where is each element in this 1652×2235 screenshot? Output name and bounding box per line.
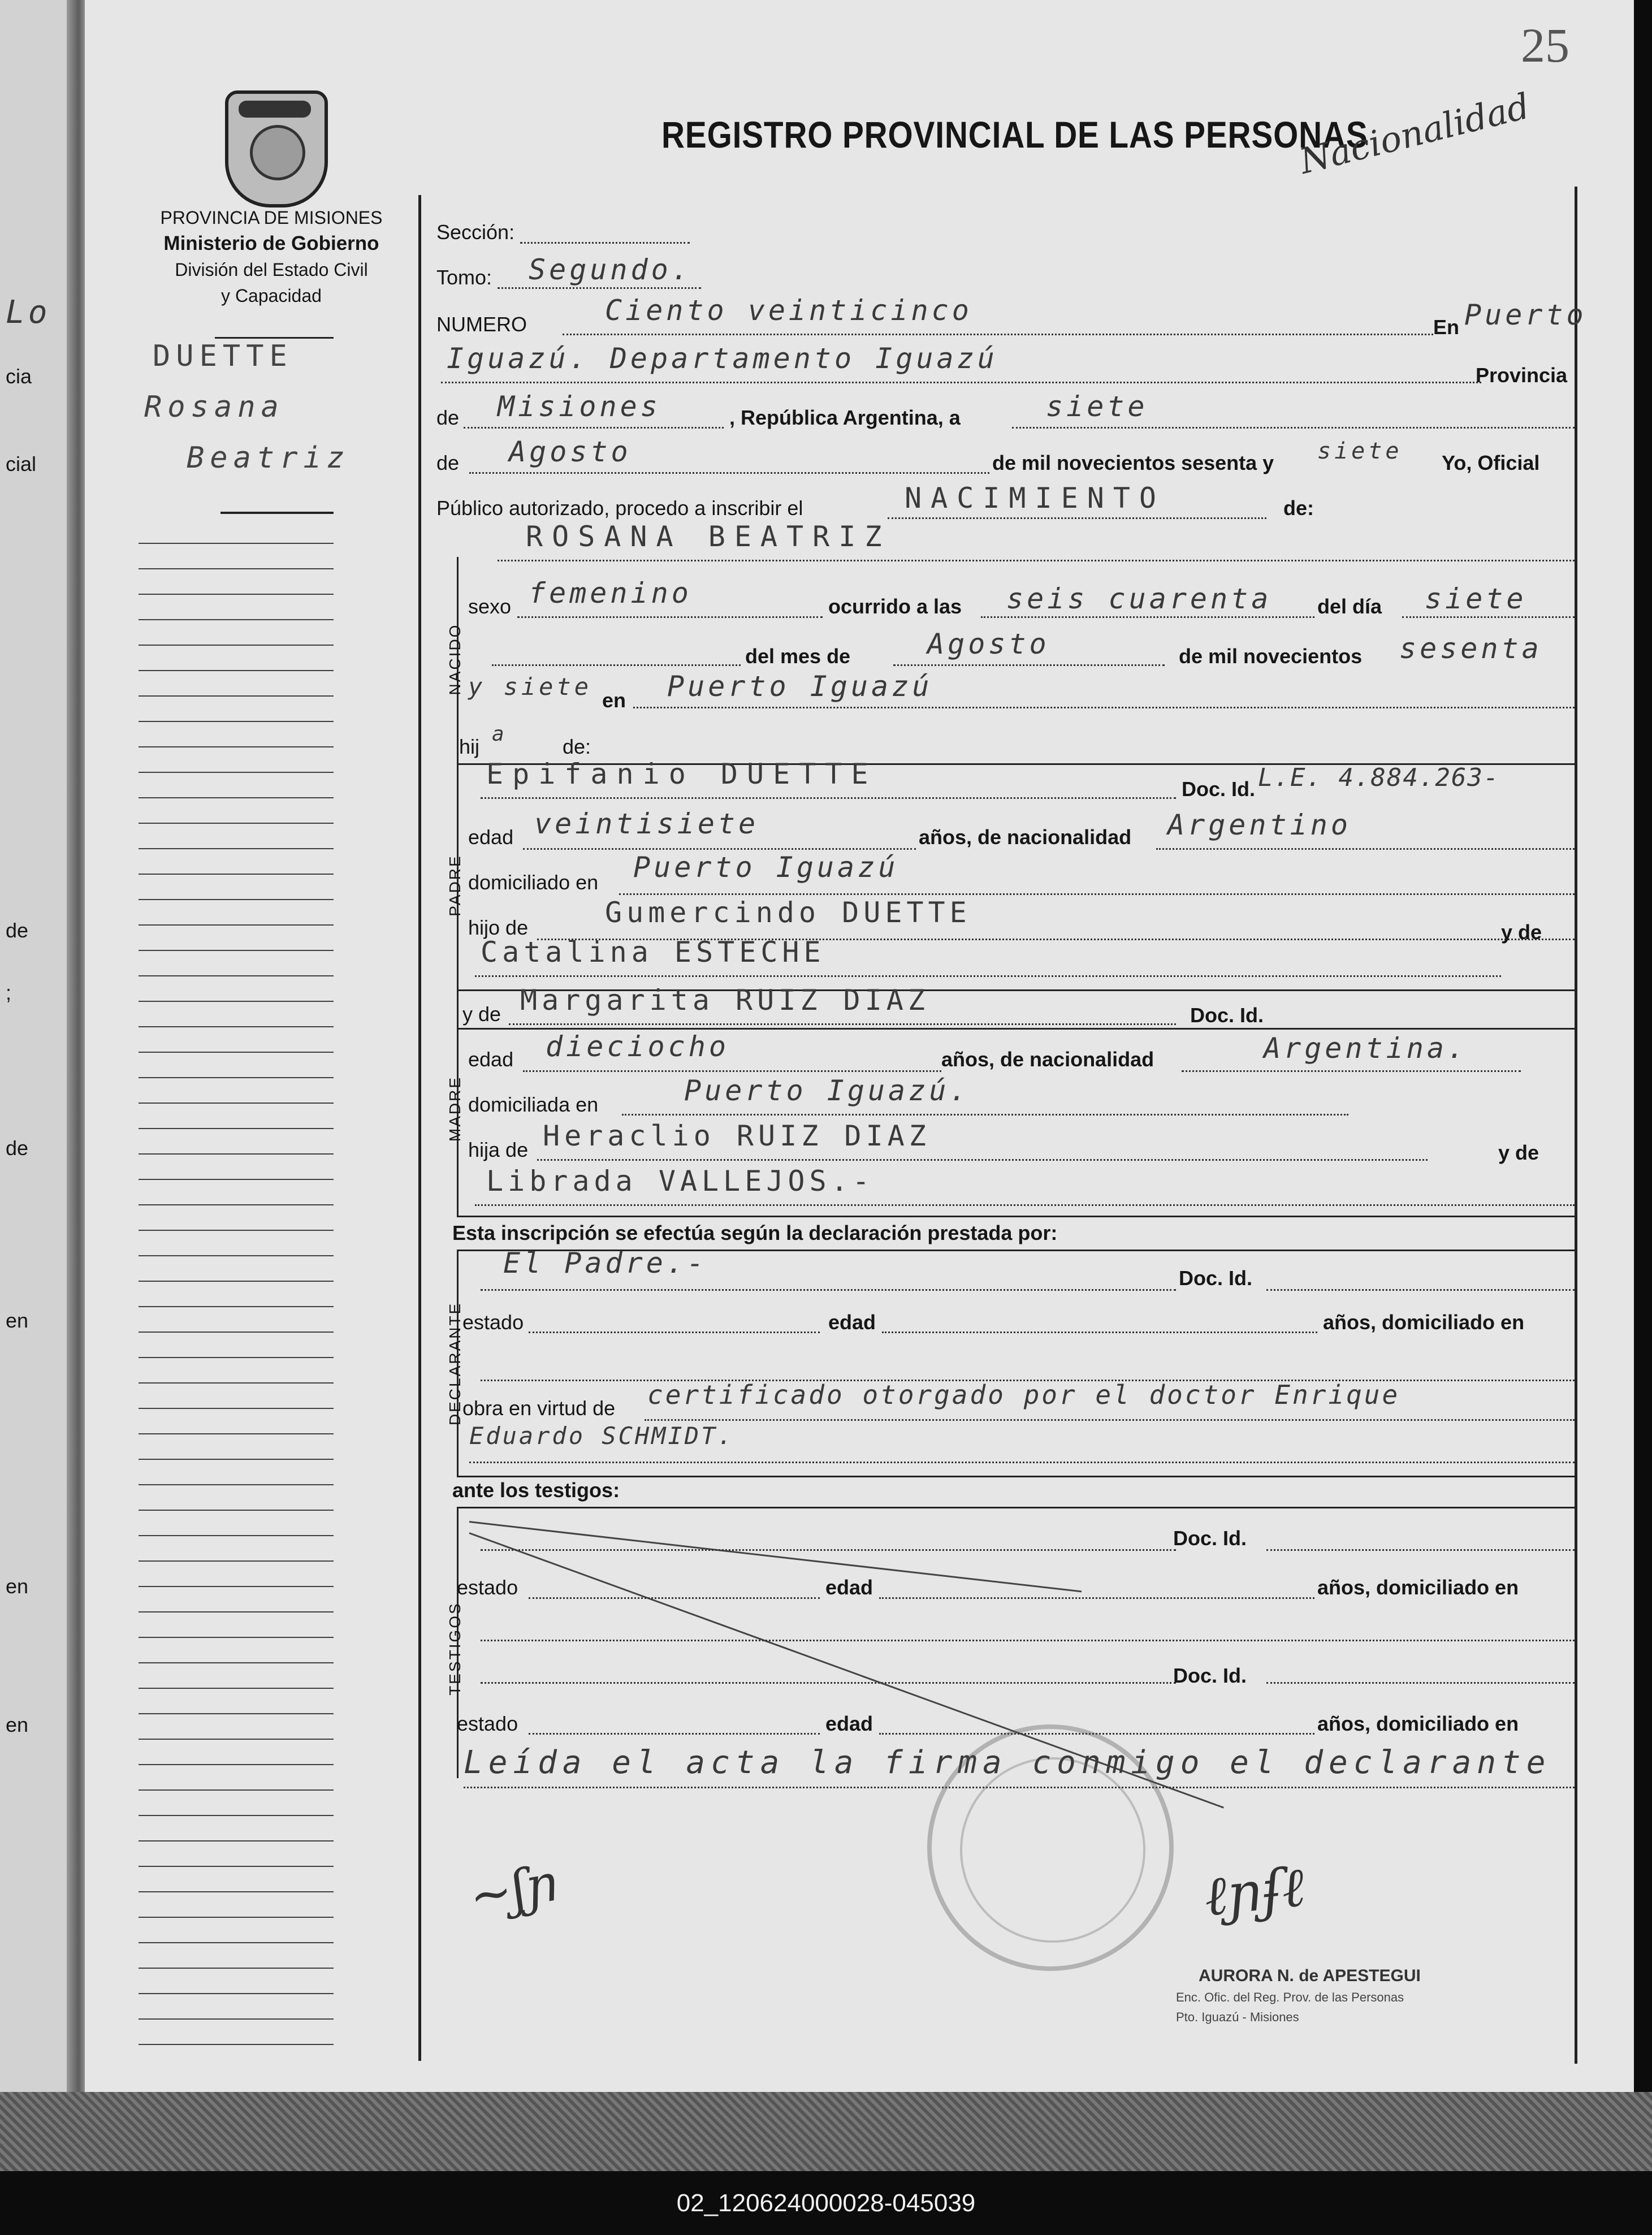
- margin-ruled-line: [139, 772, 334, 773]
- padre-docid-value: L.E. 4.884.263-: [1258, 763, 1500, 792]
- padre-dom-label: domiciliado en: [468, 871, 599, 894]
- official-title: Enc. Ofic. del Reg. Prov. de las Personas: [1176, 1990, 1404, 2004]
- crest-band: [239, 101, 311, 118]
- nacido-mil-label: de mil novecientos: [1179, 645, 1363, 668]
- tomo-value: Segundo.: [529, 253, 692, 286]
- declarante-docid-label: Doc. Id.: [1179, 1266, 1253, 1290]
- padre-yde-label: y de: [1501, 920, 1542, 944]
- madre-yde-label: y de: [462, 1002, 501, 1026]
- testigo2-anios-label: años, domiciliado en: [1317, 1712, 1519, 1735]
- anio-value: siete: [1317, 438, 1403, 464]
- lugar-nac-value: Puerto Iguazú: [667, 670, 933, 703]
- left-fragment: de: [6, 919, 29, 942]
- page-number: 25: [1521, 18, 1569, 72]
- padre-nac-line: [1156, 848, 1575, 850]
- margin-ruled-line: [139, 848, 334, 849]
- margin-rule: [220, 512, 334, 514]
- madre-yde2-label: y de: [1498, 1141, 1539, 1164]
- testigo1-docid-line: [1266, 1549, 1575, 1551]
- margin-ruled-line: [139, 1204, 334, 1205]
- obra-value: certificado otorgado por el doctor Enrique: [647, 1380, 1400, 1410]
- margin-ruled-line: [139, 695, 334, 697]
- margin-ruled-line: [139, 1128, 334, 1129]
- acto-value: NACIMIENTO: [905, 482, 1166, 515]
- sexo-line: [517, 616, 823, 618]
- mil-label: de mil novecientos sesenta y: [992, 451, 1274, 474]
- madre-hija-de-label: hija de: [468, 1138, 529, 1161]
- tomo-label: Tomo:: [436, 266, 492, 289]
- padre-nac-value: Argentino: [1167, 809, 1351, 841]
- madre-section-label: MADRE: [446, 1075, 464, 1142]
- margin-ruled-line: [139, 670, 334, 671]
- margin-ruled-line: [139, 899, 334, 900]
- padre-dom-line: [619, 893, 1575, 895]
- margin-ruled-line: [139, 1866, 334, 1867]
- declarante-nombre-value: El Padre.-: [503, 1247, 708, 1279]
- margin-ruled-line: [139, 1917, 334, 1918]
- margin-ruled-line: [139, 874, 334, 875]
- declarante-section-label: DECLARANTE: [446, 1302, 464, 1425]
- hijo-de-label: de:: [563, 735, 591, 758]
- testigos-topline: [457, 1507, 1575, 1508]
- margin-ruled-line: [139, 1942, 334, 1943]
- margin-ruled-line: [139, 950, 334, 951]
- margin-ruled-line: [139, 1535, 334, 1536]
- obra-value-2: Eduardo SCHMIDT.: [469, 1422, 734, 1450]
- margin-ruled-line: [139, 1357, 334, 1358]
- margin-ruled-line: [139, 1332, 334, 1333]
- provincial-crest: [225, 90, 328, 207]
- madre-dom-label: domiciliada en: [468, 1093, 599, 1116]
- deldia-label: del día: [1317, 595, 1382, 618]
- testigo1-estado-label: estado: [457, 1576, 518, 1599]
- dia2-line: [1402, 616, 1575, 618]
- madre-docid-label: Doc. Id.: [1190, 1004, 1264, 1027]
- en-label: En: [1433, 315, 1460, 339]
- de-label: de: [436, 406, 460, 429]
- mes-value: Agosto: [509, 435, 632, 468]
- madre-dom-line: [622, 1114, 1348, 1116]
- margin-ruled-line: [139, 594, 334, 595]
- margin-ruled-line: [139, 1179, 334, 1180]
- hora-line: [981, 616, 1314, 618]
- margin-ruled-line: [139, 1968, 334, 1969]
- declarante-estado-label: estado: [462, 1311, 524, 1334]
- margin-ruled-line: [139, 1713, 334, 1714]
- madre-dom-value: Puerto Iguazú.: [684, 1074, 970, 1107]
- obra-label: obra en virtud de: [462, 1397, 616, 1420]
- margin-ruled-line: [139, 619, 334, 620]
- margin-ruled-line: [139, 1764, 334, 1765]
- madre-divider: [457, 1216, 1575, 1217]
- margin-ruled-line: [139, 1001, 334, 1002]
- sexo-value: femenino: [529, 577, 692, 609]
- padre-anios-label: años, de nacionalidad: [919, 825, 1132, 849]
- margin-ruled-line: [139, 975, 334, 976]
- official-seal: [927, 1724, 1174, 1971]
- lugar-line: [441, 382, 1481, 383]
- left-fragment: en: [6, 1713, 29, 1736]
- padre-hijo-de-label: hijo de: [468, 916, 529, 939]
- dia-value: siete: [1046, 390, 1148, 423]
- testigo2-docid-line: [1266, 1682, 1575, 1684]
- testigo2-estado-label: estado: [457, 1712, 518, 1735]
- madre-nac-line: [1182, 1070, 1521, 1072]
- dia-line: [1012, 427, 1575, 429]
- madre-nombre-line: [509, 1023, 1176, 1025]
- oficial-label: Yo, Oficial: [1442, 451, 1540, 474]
- testigo1-edad-line: [879, 1597, 1314, 1599]
- numero-value: Ciento veinticinco: [605, 294, 972, 327]
- provincia-label: Provincia: [1476, 364, 1568, 387]
- margin-ruled-line: [139, 1484, 334, 1485]
- padre-edad-label: edad: [468, 825, 514, 849]
- hijo-label: hij: [459, 735, 480, 758]
- mes-line: [469, 472, 989, 474]
- nombre-line: [498, 560, 1575, 561]
- publico-label: Público autorizado, procedo a inscribir el: [436, 496, 803, 520]
- hora-value: seis cuarenta: [1006, 582, 1272, 615]
- declarante-docid-line: [1266, 1289, 1575, 1291]
- margin-ruled-line: [139, 1611, 334, 1613]
- margin-ruled-line: [139, 1306, 334, 1307]
- madre-padre-line: [537, 1159, 1428, 1161]
- madre-nombre-value: Margarita RUIZ DIAZ: [520, 984, 929, 1017]
- padre-docid-label: Doc. Id.: [1182, 777, 1256, 801]
- margin-ruled-line: [139, 1510, 334, 1511]
- left-fragment: cia: [6, 365, 32, 388]
- madre-madre-line: [475, 1204, 1575, 1206]
- margin-ruled-line: [139, 1077, 334, 1078]
- office-line4: y Capacidad: [221, 286, 322, 306]
- madre-subline: [457, 1028, 1575, 1030]
- margin-ruled-line: [139, 2044, 334, 2045]
- margin-ruled-line: [139, 1026, 334, 1027]
- tomo-line: [498, 287, 701, 289]
- mes2-line: [893, 664, 1165, 666]
- delmes-label: del mes de: [745, 645, 851, 668]
- left-fragment: Lo: [6, 294, 51, 331]
- form-right-border: [1575, 187, 1577, 2064]
- office-rule: [215, 337, 334, 339]
- testigo1-nombre-line: [481, 1549, 1176, 1551]
- margin-ruled-line: [139, 1739, 334, 1740]
- margin-ruled-line: [139, 1586, 334, 1587]
- margin-ruled-line: [139, 1408, 334, 1409]
- margin-ruled-line: [139, 2018, 334, 2020]
- seccion-label: Sección:: [436, 221, 515, 244]
- form-left-border: [418, 195, 421, 2061]
- margin-ruled-line: [139, 1103, 334, 1104]
- margin-ruled-line: [139, 924, 334, 926]
- testigo2-docid-label: Doc. Id.: [1173, 1664, 1247, 1687]
- testigo2-estado-line: [529, 1733, 820, 1735]
- margin-ruled-line: [139, 746, 334, 747]
- madre-edad-line: [523, 1070, 941, 1072]
- left-fragment: cial: [6, 452, 37, 475]
- crest-emblem: [250, 125, 305, 180]
- lugar-nac-line: [633, 707, 1575, 708]
- testigo1-dom-line: [481, 1640, 1575, 1641]
- file-caption: 02_120624000028-045039: [676, 2189, 976, 2217]
- madre-edad-value: dieciocho: [546, 1030, 729, 1063]
- testigo1-estado-line: [529, 1597, 820, 1599]
- numero-line: [563, 334, 1433, 335]
- testigo1-docid-label: Doc. Id.: [1173, 1527, 1247, 1550]
- book-cloth-edge: [0, 2092, 1652, 2171]
- margin-ruled-line: [139, 1255, 334, 1256]
- margin-name1: Rosana: [144, 390, 284, 424]
- anio2-value: sesenta: [1399, 632, 1542, 665]
- padre-nombre-line: [481, 797, 1176, 799]
- padre-dom-value: Puerto Iguazú: [633, 851, 899, 884]
- de3-label: de:: [1283, 496, 1314, 520]
- official-signature: ℓɲʄℓ: [1201, 1855, 1308, 1929]
- republica-label: , República Argentina, a: [729, 406, 961, 429]
- testigo1-edad-label: edad: [825, 1576, 873, 1599]
- margin-ruled-line: [139, 1815, 334, 1816]
- margin-ruled-line: [139, 1891, 334, 1892]
- testigo1-anios-label: años, domiciliado en: [1317, 1576, 1519, 1599]
- issuing-office: [119, 205, 424, 309]
- declarante-estado-line: [529, 1332, 820, 1333]
- office-line1: PROVINCIA DE MISIONES: [160, 207, 383, 228]
- declarante-edad-line: [882, 1332, 1317, 1333]
- testigo2-edad-label: edad: [825, 1712, 873, 1735]
- left-fragment: en: [6, 1309, 29, 1332]
- margin-ruled-line: [139, 1382, 334, 1384]
- padre-nombre-value: Epifanio DUETTE: [486, 758, 877, 790]
- margin-ruled-line: [139, 1433, 334, 1434]
- margin-ruled-line: [139, 1153, 334, 1155]
- ocurrido-label: ocurrido a las: [828, 595, 962, 618]
- lugar-value-1: Puerto: [1464, 299, 1587, 331]
- obra-line-2: [469, 1462, 1575, 1463]
- provincia-line: [464, 427, 724, 429]
- padre-section-label: PADRE: [446, 854, 464, 917]
- declarante-intro: Esta inscripción se efectúa según la declaración prestada por:: [452, 1221, 1058, 1244]
- left-fragment: ;: [6, 981, 12, 1004]
- margin-ruled-line: [139, 1459, 334, 1460]
- provincia-value: Misiones: [498, 390, 661, 423]
- nacido-section-label: NACIDO: [446, 623, 464, 695]
- obra-line: [645, 1419, 1575, 1421]
- margin-ruled-line: [139, 568, 334, 569]
- declarante-divider: [457, 1476, 1575, 1477]
- margin-ruled-line: [139, 543, 334, 544]
- margin-ruled-line: [139, 645, 334, 646]
- anio3-value: y siete: [468, 673, 593, 701]
- office-line2: Ministerio de Gobierno: [163, 232, 379, 254]
- closing-statement: Leída el acta la firma conmigo el declarante: [464, 1744, 1551, 1781]
- margin-ruled-line: [139, 1052, 334, 1053]
- testigo2-nombre-line: [481, 1682, 1176, 1684]
- official-seal-inner: [960, 1757, 1145, 1943]
- nacido-en-label: en: [602, 689, 626, 712]
- madre-nac-value: Argentina.: [1264, 1032, 1468, 1065]
- testigos-intro: ante los testigos:: [452, 1479, 620, 1502]
- padre-edad-value: veintisiete: [534, 807, 759, 840]
- mes2-value: Agosto: [927, 628, 1050, 660]
- margin-ruled-line: [139, 823, 334, 824]
- nombre-value: ROSANA BEATRIZ: [526, 520, 891, 553]
- madre-padre-value: Heraclio RUIZ DIAZ: [543, 1119, 931, 1152]
- margin-surname: DUETTE: [153, 339, 293, 373]
- margin-ruled-line: [139, 1230, 334, 1231]
- corner-note: Nacionalidad: [1295, 85, 1534, 182]
- padre-madre-value: Catalina ESTECHE: [481, 936, 825, 969]
- office-line3: División del Estado Civil: [175, 260, 368, 280]
- padre-padre-value: Gumercindo DUETTE: [605, 896, 971, 929]
- lugar-value-2: Iguazú. Departamento Iguazú: [447, 342, 998, 375]
- padre-edad-line: [523, 848, 916, 850]
- declarant-signature: ~ʃɲ: [465, 1853, 563, 1927]
- margin-ruled-line: [139, 1662, 334, 1663]
- margin-ruled-line: [139, 1688, 334, 1689]
- margin-ruled-line: [139, 721, 334, 722]
- margin-ruled-line: [139, 1281, 334, 1282]
- acto-line: [888, 517, 1266, 519]
- margin-ruled-line: [139, 1560, 334, 1562]
- dia2-value: siete: [1425, 582, 1527, 615]
- de2-label: de: [436, 451, 460, 474]
- hijo-suffix: a: [492, 723, 508, 746]
- seccion-line: [520, 242, 690, 244]
- official-name: AURORA N. de APESTEGUI: [1199, 1966, 1421, 1985]
- left-fragment: en: [6, 1575, 29, 1598]
- margin-ruled-line: [139, 1637, 334, 1638]
- document-title: REGISTRO PROVINCIAL DE LAS PERSONAS: [661, 114, 1368, 155]
- madre-madre-value: Librada VALLEJOS.-: [486, 1165, 874, 1198]
- margin-ruled-line: [139, 1789, 334, 1791]
- madre-anios-label: años, de nacionalidad: [941, 1048, 1154, 1071]
- margin-ruled-line: [139, 797, 334, 798]
- margin-ruled-line: [139, 1840, 334, 1841]
- declarante-anios-label: años, domiciliado en: [1323, 1311, 1525, 1334]
- declarante-edad-label: edad: [828, 1311, 876, 1334]
- left-fragment: de: [6, 1136, 29, 1160]
- sexo-label: sexo: [468, 595, 512, 618]
- declarante-nombre-line: [481, 1289, 1176, 1291]
- official-location: Pto. Iguazú - Misiones: [1176, 2010, 1299, 2024]
- numero-label: NUMERO: [436, 313, 527, 336]
- margin-ruled-line: [139, 1993, 334, 1994]
- nacido-blank-line: [492, 664, 741, 666]
- padre-madre-line: [475, 975, 1501, 977]
- margin-name2: Beatriz: [187, 441, 351, 475]
- madre-edad-label: edad: [468, 1048, 514, 1071]
- testigos-section-label: TESTIGOS: [446, 1602, 464, 1696]
